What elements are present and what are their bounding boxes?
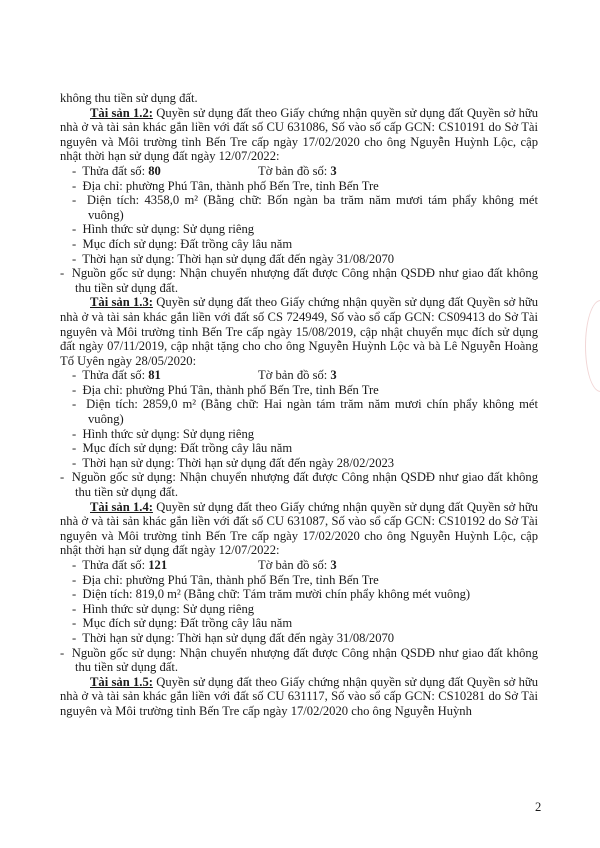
bullet: - (72, 397, 77, 412)
term-line (60, 456, 538, 471)
bullet: - (72, 601, 77, 616)
purpose-text: Mục đích sử dụng: Đất trồng cây lâu năm (82, 616, 293, 631)
address-line (60, 573, 538, 588)
asset-title: Tài sản 1.3: (90, 295, 153, 310)
purpose-text: Mục đích sử dụng: Đất trồng cây lâu năm (82, 236, 293, 251)
form-line (60, 222, 538, 237)
bullet: - (72, 558, 77, 572)
asset-description: Quyền sử dụng đất theo Giấy chứng nhận quyền sử dụng đất Quyền sở hữu nhà ở và tài sản khác gắn liền với đất số CU 631086, Số vào số cấp GCN: CS10191 do Sở Tài nguyên và Môi trường tỉnh Bến Tre cấp ngày 17/02/2020 cho ông Nguyễn Huỳnh Lộc, cập nhật thời hạn sử dụng đất ngày 12/07/2022: (60, 105, 538, 164)
plot-map-line (60, 368, 538, 383)
form-line (60, 427, 538, 442)
bullet: - (72, 616, 77, 631)
bullet: - (72, 251, 77, 266)
intro-line: không thu tiền sử dụng đất. (60, 91, 198, 105)
bullet: - (72, 426, 77, 441)
bullet: - (60, 645, 65, 660)
plot-number (72, 558, 274, 573)
plot-number (72, 368, 274, 383)
bullet: - (72, 222, 77, 237)
plot-map-line (60, 164, 538, 179)
asset-description: Quyền sử dụng đất theo Giấy chứng nhận quyền sử dụng đất Quyền sở hữu nhà ở và tài sản khác gắn liền với đất số CS 724949, Số vào sổ cấp GCN: CS09413 do Sở Tài nguyên và Môi trường tỉnh Bến Tre cấp ngày 15/08/2019, cập nhật chuyển mục đích sử dụng đất ngày 07/11/2019, cập nhật tặng cho cho ông Nguyễn Huỳnh Lộc và bà Lê Nguyễn Hoàng Tố Uyên ngày 28/05/2020: (60, 295, 538, 368)
address-line (60, 179, 538, 194)
address-text: Địa chỉ: phường Phú Tân, thành phố Bến Tre, tỉnh Bến Tre (82, 572, 379, 587)
asset-paragraph (60, 106, 538, 164)
origin-line (60, 470, 538, 499)
plot-number (72, 163, 274, 179)
area-text: Diện tích: 2859,0 m² (Bằng chữ: Hai ngàn tám trăm năm mươi chín phẩy không mét vuông) (86, 397, 539, 427)
map-value: 3 (330, 368, 337, 383)
page-number: 2 (535, 800, 542, 814)
map-number (258, 368, 337, 383)
asset-title: Tài sản 1.2: (90, 105, 153, 120)
map-label: Tờ bản đồ số: (258, 368, 331, 383)
purpose-line (60, 441, 538, 456)
form-text: Hình thức sử dụng: Sử dụng riêng (82, 222, 255, 237)
bullet: - (72, 193, 77, 208)
address-line (60, 383, 538, 398)
term-text: Thời hạn sử dụng: Thời hạn sử dụng đất đến ngày 28/02/2023 (82, 455, 395, 470)
bullet: - (72, 587, 77, 602)
map-number (258, 558, 337, 573)
plot-label: Thửa đất số: (82, 558, 149, 572)
term-line (60, 252, 538, 267)
area-line (60, 193, 538, 222)
purpose-line (60, 237, 538, 252)
plot-map-line (60, 558, 538, 573)
origin-text: Nguồn gốc sử dụng: Nhận chuyển nhượng đất được Công nhận QSDĐ như giao đất không thu tiền sử dụng đất. (71, 645, 539, 675)
area-line (60, 587, 538, 602)
asset-paragraph (60, 675, 538, 719)
asset-paragraph (60, 500, 538, 558)
form-line (60, 602, 538, 617)
form-text: Hình thức sử dụng: Sử dụng riêng (82, 426, 255, 441)
bullet: - (72, 368, 77, 383)
area-line (60, 397, 538, 426)
asset-paragraph (60, 295, 538, 368)
map-number (258, 163, 337, 179)
asset-title: Tài sản 1.5: (90, 674, 153, 689)
map-value: 3 (330, 163, 337, 178)
bullet: - (72, 236, 77, 251)
origin-line (60, 646, 538, 675)
address-text: Địa chỉ: phường Phú Tân, thành phố Bến Tre, tỉnh Bến Tre (82, 178, 379, 193)
term-text: Thời hạn sử dụng: Thời hạn sử dụng đất đến ngày 31/08/2070 (82, 630, 395, 645)
bullet: - (60, 266, 65, 281)
bullet: - (72, 382, 77, 397)
purpose-line (60, 616, 538, 631)
bullet: - (72, 163, 77, 178)
form-text: Hình thức sử dụng: Sử dụng riêng (82, 601, 255, 616)
area-text: Diện tích: 819,0 m² (Bằng chữ: Tám trăm mười chín phẩy không mét vuông) (82, 587, 471, 602)
asset-block (60, 500, 538, 675)
asset-block (60, 295, 538, 499)
asset-description: Quyền sử dụng đất theo Giấy chứng nhận quyền sử dụng đất Quyền sở hữu nhà ở và tài sản khác gắn liền với đất số CU 631117, Số vào sổ cấp GCN: CS10281 do Sở Tài nguyên và Môi trường tỉnh Bến Tre cấp ngày 17/02/2020 cho ông Nguyễn Huỳnh (60, 674, 538, 718)
asset-description: Quyền sử dụng đất theo Giấy chứng nhận quyền sử dụng đất Quyền sở hữu nhà ở và tài sản khác gắn liền với đất số CU 631087, Số vào sổ cấp GCN: CS10192 do Sở Tài nguyên và Môi trường tỉnh Bến Tre cấp ngày 17/02/2020 cho ông Nguyễn Huỳnh Lộc, cập nhật thời hạn sử dụng đất ngày 12/07/2022: (60, 499, 538, 558)
plot-label: Thửa đất số: (82, 368, 149, 383)
stamp-fragment (585, 300, 600, 392)
plot-value: 121 (148, 558, 168, 572)
map-label: Tờ bản đồ số: (258, 163, 331, 178)
origin-text: Nguồn gốc sử dụng: Nhận chuyển nhượng đất được Công nhận QSDĐ như giao đất không thu tiền sử dụng đất. (71, 470, 539, 500)
address-text: Địa chỉ: phường Phú Tân, thành phố Bến Tre, tỉnh Bến Tre (82, 382, 379, 397)
purpose-text: Mục đích sử dụng: Đất trồng cây lâu năm (82, 441, 293, 456)
bullet: - (72, 441, 77, 456)
plot-value: 81 (148, 368, 161, 383)
asset-block (60, 106, 538, 296)
bullet: - (60, 470, 65, 485)
term-line (60, 631, 538, 646)
document-body (60, 91, 538, 719)
bullet: - (72, 455, 77, 470)
bullet: - (72, 572, 77, 587)
plot-value: 80 (148, 163, 161, 178)
bullet: - (72, 630, 77, 645)
bullet: - (72, 178, 77, 193)
map-label: Tờ bản đồ số: (258, 558, 331, 572)
area-text: Diện tích: 4358,0 m² (Bằng chữ: Bốn ngàn ba trăm năm mươi tám phẩy không mét vuông) (86, 193, 538, 222)
term-text: Thời hạn sử dụng: Thời hạn sử dụng đất đến ngày 31/08/2070 (82, 251, 395, 266)
asset-title: Tài sản 1.4: (90, 499, 153, 514)
asset-list (60, 106, 538, 675)
origin-line (60, 266, 538, 295)
origin-text: Nguồn gốc sử dụng: Nhận chuyển nhượng đất được Công nhận QSDĐ như giao đất không thu tiền sử dụng đất. (71, 266, 539, 295)
map-value: 3 (330, 558, 337, 572)
plot-label: Thửa đất số: (82, 163, 149, 178)
